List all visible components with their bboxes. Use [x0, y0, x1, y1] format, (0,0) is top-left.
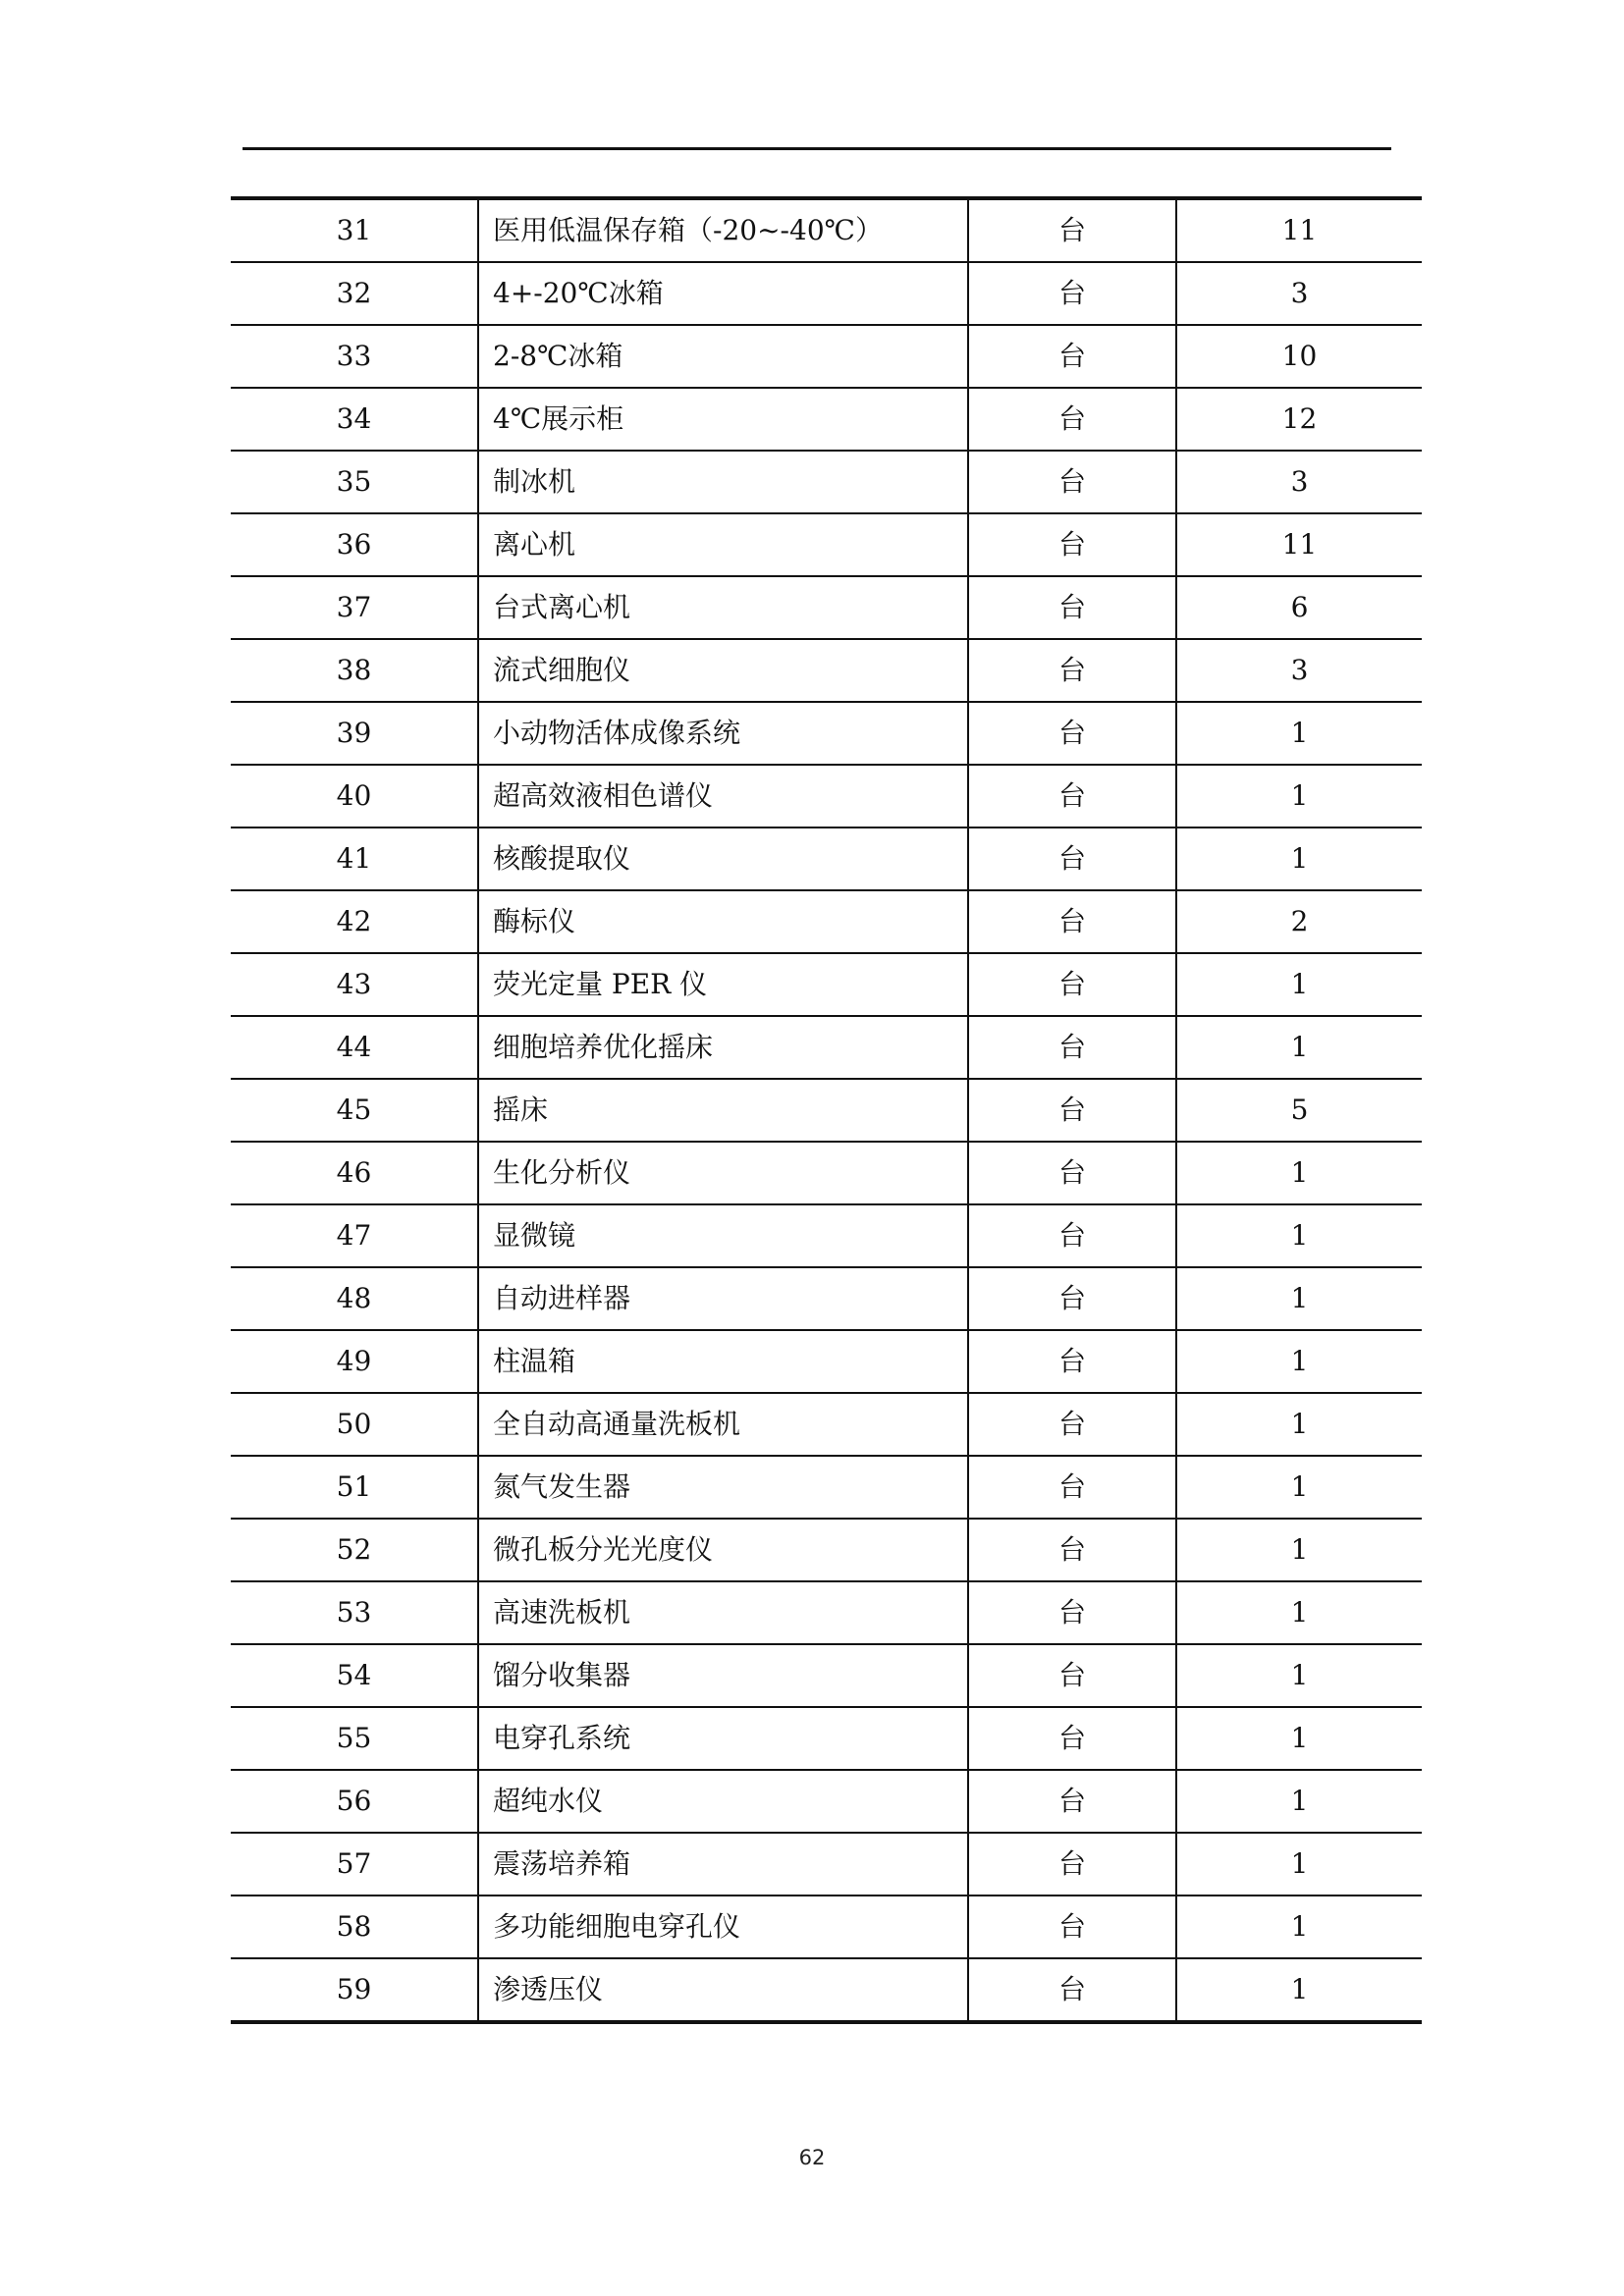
row-number-cell: 43: [231, 953, 478, 1016]
quantity-cell: 1: [1176, 1958, 1422, 2022]
row-number-cell: 42: [231, 890, 478, 953]
table-row: [231, 953, 1422, 1016]
row-number-cell: 36: [231, 513, 478, 576]
table-row: [231, 1330, 1422, 1393]
row-number-cell: 38: [231, 639, 478, 702]
equipment-name-cell: 荧光定量 PER 仪: [478, 953, 968, 1016]
unit-cell: 台: [968, 1330, 1176, 1393]
table-row: [231, 1393, 1422, 1456]
equipment-name-cell: 台式离心机: [478, 576, 968, 639]
quantity-cell: 1: [1176, 1204, 1422, 1267]
unit-cell: 台: [968, 262, 1176, 325]
equipment-name-cell: 高速洗板机: [478, 1581, 968, 1644]
row-number-cell: 48: [231, 1267, 478, 1330]
unit-cell: 台: [968, 1833, 1176, 1896]
equipment-name-cell: 2-8℃冰箱: [478, 325, 968, 388]
quantity-cell: 2: [1176, 890, 1422, 953]
table-row: [231, 198, 1422, 262]
equipment-name-cell: 氮气发生器: [478, 1456, 968, 1519]
equipment-name-cell: 摇床: [478, 1079, 968, 1142]
unit-cell: 台: [968, 1204, 1176, 1267]
table-row: [231, 1079, 1422, 1142]
quantity-cell: 3: [1176, 451, 1422, 513]
unit-cell: 台: [968, 1770, 1176, 1833]
unit-cell: 台: [968, 1456, 1176, 1519]
table-row: [231, 451, 1422, 513]
row-number-cell: 54: [231, 1644, 478, 1707]
table-row: [231, 890, 1422, 953]
table-row: [231, 1456, 1422, 1519]
equipment-name-cell: 酶标仪: [478, 890, 968, 953]
row-number-cell: 33: [231, 325, 478, 388]
equipment-name-cell: 馏分收集器: [478, 1644, 968, 1707]
unit-cell: 台: [968, 953, 1176, 1016]
equipment-name-cell: 核酸提取仪: [478, 828, 968, 890]
page-number: 62: [798, 2146, 826, 2169]
row-number-cell: 46: [231, 1142, 478, 1204]
table-row: [231, 1896, 1422, 1958]
quantity-cell: 1: [1176, 702, 1422, 765]
table-row: [231, 765, 1422, 828]
unit-cell: 台: [968, 1519, 1176, 1581]
unit-cell: 台: [968, 1142, 1176, 1204]
quantity-cell: 1: [1176, 765, 1422, 828]
table-row: [231, 1204, 1422, 1267]
quantity-cell: 1: [1176, 1770, 1422, 1833]
quantity-cell: 1: [1176, 1267, 1422, 1330]
table-row: [231, 1581, 1422, 1644]
quantity-cell: 1: [1176, 1330, 1422, 1393]
table-row: [231, 1142, 1422, 1204]
table-row: [231, 262, 1422, 325]
equipment-name-cell: 细胞培养优化摇床: [478, 1016, 968, 1079]
quantity-cell: 1: [1176, 1644, 1422, 1707]
row-number-cell: 37: [231, 576, 478, 639]
row-number-cell: 44: [231, 1016, 478, 1079]
row-number-cell: 51: [231, 1456, 478, 1519]
quantity-cell: 1: [1176, 1456, 1422, 1519]
header-rule: [243, 147, 1391, 150]
unit-cell: 台: [968, 1267, 1176, 1330]
equipment-name-cell: 震荡培养箱: [478, 1833, 968, 1896]
equipment-name-cell: 全自动高通量洗板机: [478, 1393, 968, 1456]
quantity-cell: 1: [1176, 1393, 1422, 1456]
row-number-cell: 32: [231, 262, 478, 325]
quantity-cell: 1: [1176, 828, 1422, 890]
unit-cell: 台: [968, 765, 1176, 828]
table-row: [231, 1833, 1422, 1896]
quantity-cell: 1: [1176, 1519, 1422, 1581]
table-row: [231, 639, 1422, 702]
row-number-cell: 52: [231, 1519, 478, 1581]
quantity-cell: 1: [1176, 1833, 1422, 1896]
quantity-cell: 1: [1176, 953, 1422, 1016]
unit-cell: 台: [968, 1016, 1176, 1079]
quantity-cell: 1: [1176, 1707, 1422, 1770]
equipment-name-cell: 多功能细胞电穿孔仪: [478, 1896, 968, 1958]
unit-cell: 台: [968, 1393, 1176, 1456]
row-number-cell: 31: [231, 198, 478, 262]
quantity-cell: 11: [1176, 198, 1422, 262]
row-number-cell: 53: [231, 1581, 478, 1644]
equipment-name-cell: 4+-20℃冰箱: [478, 262, 968, 325]
row-number-cell: 49: [231, 1330, 478, 1393]
table-row: [231, 1958, 1422, 2022]
table-row: [231, 388, 1422, 451]
equipment-name-cell: 显微镜: [478, 1204, 968, 1267]
equipment-table: [231, 196, 1422, 2024]
table-row: [231, 1016, 1422, 1079]
row-number-cell: 59: [231, 1958, 478, 2022]
quantity-cell: 12: [1176, 388, 1422, 451]
quantity-cell: 3: [1176, 262, 1422, 325]
unit-cell: 台: [968, 890, 1176, 953]
quantity-cell: 3: [1176, 639, 1422, 702]
unit-cell: 台: [968, 828, 1176, 890]
equipment-name-cell: 超纯水仪: [478, 1770, 968, 1833]
unit-cell: 台: [968, 639, 1176, 702]
quantity-cell: 1: [1176, 1896, 1422, 1958]
quantity-cell: 11: [1176, 513, 1422, 576]
table-row: [231, 828, 1422, 890]
equipment-name-cell: 自动进样器: [478, 1267, 968, 1330]
table-row: [231, 1267, 1422, 1330]
table-row: [231, 1519, 1422, 1581]
row-number-cell: 45: [231, 1079, 478, 1142]
equipment-name-cell: 电穿孔系统: [478, 1707, 968, 1770]
table-row: [231, 576, 1422, 639]
unit-cell: 台: [968, 1644, 1176, 1707]
quantity-cell: 1: [1176, 1581, 1422, 1644]
unit-cell: 台: [968, 513, 1176, 576]
table-row: [231, 1707, 1422, 1770]
quantity-cell: 10: [1176, 325, 1422, 388]
row-number-cell: 47: [231, 1204, 478, 1267]
table-row: [231, 325, 1422, 388]
table-row: [231, 1770, 1422, 1833]
equipment-name-cell: 小动物活体成像系统: [478, 702, 968, 765]
row-number-cell: 57: [231, 1833, 478, 1896]
unit-cell: 台: [968, 198, 1176, 262]
unit-cell: 台: [968, 451, 1176, 513]
unit-cell: 台: [968, 576, 1176, 639]
unit-cell: 台: [968, 388, 1176, 451]
row-number-cell: 56: [231, 1770, 478, 1833]
quantity-cell: 5: [1176, 1079, 1422, 1142]
row-number-cell: 55: [231, 1707, 478, 1770]
unit-cell: 台: [968, 1958, 1176, 2022]
equipment-name-cell: 制冰机: [478, 451, 968, 513]
equipment-name-cell: 渗透压仪: [478, 1958, 968, 2022]
unit-cell: 台: [968, 1581, 1176, 1644]
equipment-name-cell: 离心机: [478, 513, 968, 576]
unit-cell: 台: [968, 1896, 1176, 1958]
row-number-cell: 34: [231, 388, 478, 451]
unit-cell: 台: [968, 1079, 1176, 1142]
quantity-cell: 1: [1176, 1142, 1422, 1204]
row-number-cell: 35: [231, 451, 478, 513]
quantity-cell: 6: [1176, 576, 1422, 639]
equipment-name-cell: 流式细胞仪: [478, 639, 968, 702]
row-number-cell: 50: [231, 1393, 478, 1456]
equipment-name-cell: 微孔板分光光度仪: [478, 1519, 968, 1581]
row-number-cell: 39: [231, 702, 478, 765]
equipment-name-cell: 柱温箱: [478, 1330, 968, 1393]
equipment-name-cell: 生化分析仪: [478, 1142, 968, 1204]
equipment-name-cell: 医用低温保存箱（-20~-40℃）: [478, 198, 968, 262]
unit-cell: 台: [968, 702, 1176, 765]
table-row: [231, 1644, 1422, 1707]
row-number-cell: 41: [231, 828, 478, 890]
quantity-cell: 1: [1176, 1016, 1422, 1079]
table-row: [231, 513, 1422, 576]
table-row: [231, 702, 1422, 765]
unit-cell: 台: [968, 325, 1176, 388]
equipment-name-cell: 超高效液相色谱仪: [478, 765, 968, 828]
unit-cell: 台: [968, 1707, 1176, 1770]
equipment-name-cell: 4℃展示柜: [478, 388, 968, 451]
row-number-cell: 40: [231, 765, 478, 828]
row-number-cell: 58: [231, 1896, 478, 1958]
equipment-table-body: [231, 198, 1422, 2022]
